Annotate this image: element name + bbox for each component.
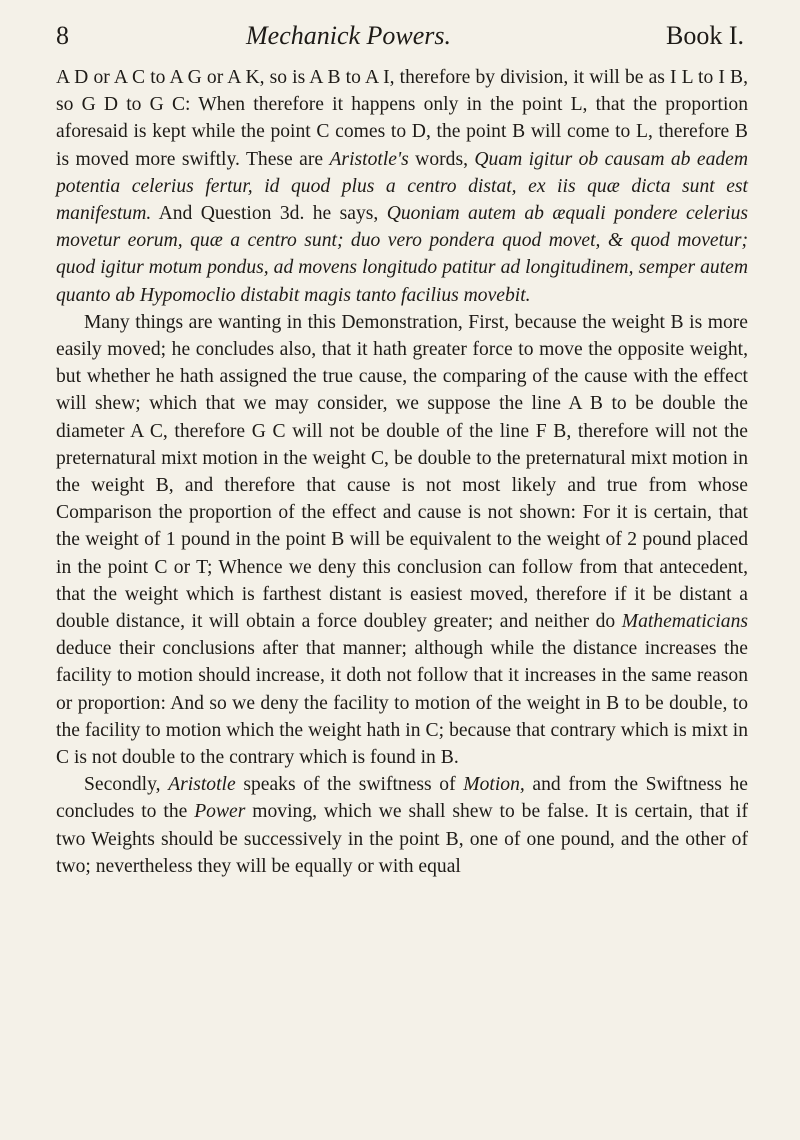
book-label: Book I. xyxy=(666,21,744,50)
text-run: Secondly, xyxy=(84,774,169,796)
text-run-italic: Mathematicians xyxy=(621,611,748,633)
running-title: Mechanick Powers. xyxy=(246,21,452,50)
text-run-italic: Aristotle xyxy=(168,774,236,796)
text-run: deduce their conclusions after that manner; although while the distance increases the facility to motion should increase, it doth not follow that it increases in the same reason or proportion: And so we deny the facility to motion of the weight in B to be double, to the facility to motion which the weight hath in C; because that contrary which is mixt in C is not double to the contrary which is found in B. xyxy=(56,638,748,769)
running-head xyxy=(56,16,748,56)
text-run: A D or A C to A G or A K, so is A B to A I, therefore by division, it will be as I L to I B, so G D to G C: When therefore it happens only in the point L, that the proportion aforesaid is kept while the point C comes to D, the point B will come to L, therefore B is moved more swiftly. These are xyxy=(56,67,748,170)
text-run: words, xyxy=(408,148,475,170)
text-run: speaks of the swiftness of xyxy=(235,774,464,796)
text-run: moving, which we shall shew to be false. It is certain, that if two Weights should be successively in the point B, one of one pound, and the other of two; nevertheless they will be equally or with equal xyxy=(56,801,748,877)
text-run: Many things are wanting in this Demonstration, First, because the weight B is more easily moved; he concludes also, that it hath greater force to move the opposite weight, but whether he hath assigned the true cause, the comparing of the cause with the effect will shew; which that we may consider, we suppose the line A B to be double the diameter A C, therefore G C will not be double of the line F B, therefore will not the preternatural mixt motion in the weight C, be double to the preternatural mixt motion in the weight B, and therefore that cause is not most likely and true from whose Comparison the proportion of the effect and cause is not shown: For it is certain, that the weight of 1 pound in the point B will be equivalent to the weight of 2 pound placed in the point C or T; Whence we deny this conclusion can follow from that antecedent, that the weight which is farthest distant is easiest moved, therefore if it be distant a double distance, it will obtain a force doubley greater; and neither do xyxy=(56,311,748,633)
text-run-italic: Quoniam autem ab æquali pondere celerius movetur eorum, quæ a centro sunt; duo vero pondera quod movet, & quod movetur; quod igitur motum pondus, ad movens longitudo patitur ad longitudinem, semper autem quanto ab Hypomoclio distabit magis tanto facilius movebit. xyxy=(56,203,748,306)
paragraph-1 xyxy=(56,64,748,309)
text-run-italic: Motion, xyxy=(463,774,525,796)
text-run: and from the Swiftness he concludes to the xyxy=(56,774,748,823)
body-text xyxy=(56,64,748,880)
text-run-italic: Aristotle's xyxy=(329,148,409,170)
text-run-italic: Quam igitur ob causam ab eadem potentia celerius fertur, id quod plus a centro distat, ex iis quæ dicta sunt est manifestum. xyxy=(56,148,749,225)
text-run: And Question 3d. he says, xyxy=(151,203,387,225)
paragraph-2 xyxy=(56,309,748,771)
paragraph-3 xyxy=(56,771,748,880)
page-number: 8 xyxy=(56,21,69,50)
text-run-italic: Power xyxy=(194,801,246,823)
